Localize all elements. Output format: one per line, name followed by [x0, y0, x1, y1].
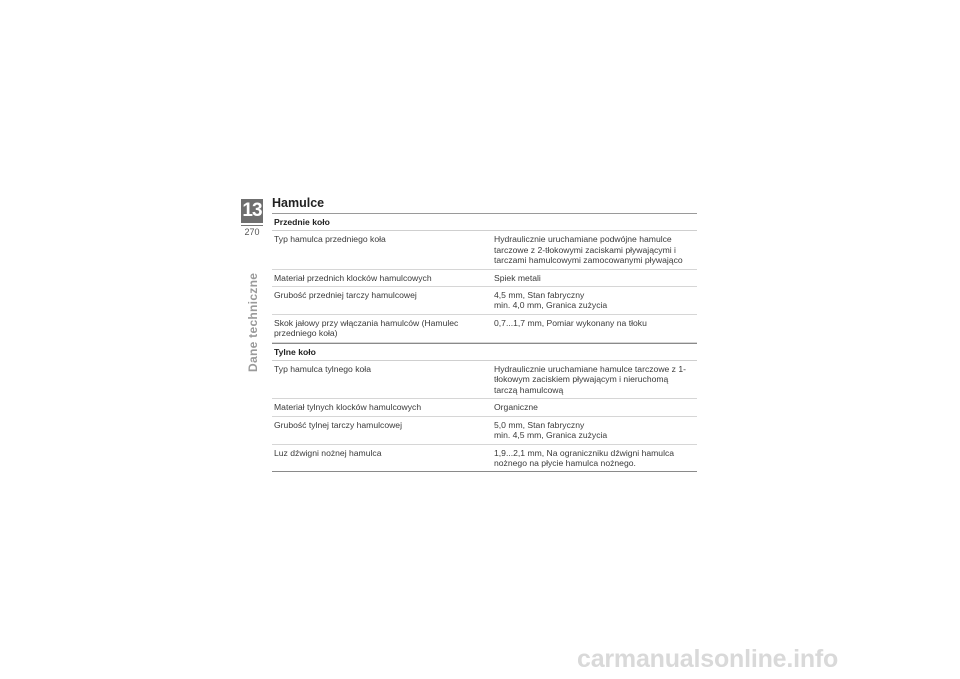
chapter-number-tab: 13 [242, 200, 262, 221]
row-value: Hydraulicznie uruchamiane hamulce tarczowe z 1-tłokowym zaciskiem pływającym i nieruchomą tarczą hamulcową [494, 364, 687, 395]
row-label: Luz dźwigni nożnej hamulca [274, 447, 382, 458]
table-row [272, 399, 697, 416]
row-value-secondary: min. 4,5 mm, Granica zużycia [494, 430, 608, 441]
row-value: 0,7...1,7 mm, Pomiar wykonany na tłoku [494, 317, 647, 328]
row-value: 5,0 mm, Stan fabryczny [494, 419, 585, 430]
page-title: Hamulce [272, 196, 325, 210]
row-value: Hydraulicznie uruchamiane podwójne hamulce tarczowe z 2-tłokowymi zaciskami pływającymi i tarczami hamulcowymi zamocowanymi pływająco [494, 234, 683, 266]
watermark: carmanualsonline.info [577, 645, 839, 673]
row-label: Materiał przednich klocków hamulcowych [274, 272, 432, 283]
row-label: Skok jałowy przy włączania hamulców (Hamulec przedniego koła) [274, 317, 459, 339]
brake-spec-table [272, 213, 697, 472]
row-label: Typ hamulca przedniego koła [274, 234, 386, 245]
table-row [272, 287, 697, 315]
row-label: Grubość tylnej tarczy hamulcowej [274, 419, 402, 430]
row-value: Spiek metali [494, 272, 541, 283]
section-header-front-wheel: Przednie koło [272, 214, 697, 231]
table-bottom-rule [272, 471, 697, 472]
table-row [272, 270, 697, 287]
row-label: Grubość przedniej tarczy hamulcowej [274, 290, 417, 301]
row-value-secondary: min. 4,0 mm, Granica zużycia [494, 300, 608, 311]
row-value-group [494, 290, 693, 311]
row-label: Materiał tylnych klocków hamulcowych [274, 402, 422, 413]
table-row [272, 445, 697, 473]
table-row [272, 231, 697, 269]
table-row [272, 417, 697, 445]
row-value: Organiczne [494, 402, 538, 413]
row-value: 4,5 mm, Stan fabryczny [494, 290, 585, 301]
table-row [272, 315, 697, 343]
row-value: 1,9...2,1 mm, Na ograniczniku dźwigni hamulca nożnego na płycie hamulca nożnego. [494, 447, 675, 468]
page-number: 270 [241, 225, 263, 237]
section-header-rear-wheel: Tylne koło [272, 343, 697, 361]
row-value-group [494, 420, 693, 441]
table-row [272, 361, 697, 399]
row-label: Typ hamulca tylnego koła [274, 364, 371, 375]
chapter-side-title: Dane techniczne [246, 272, 260, 372]
